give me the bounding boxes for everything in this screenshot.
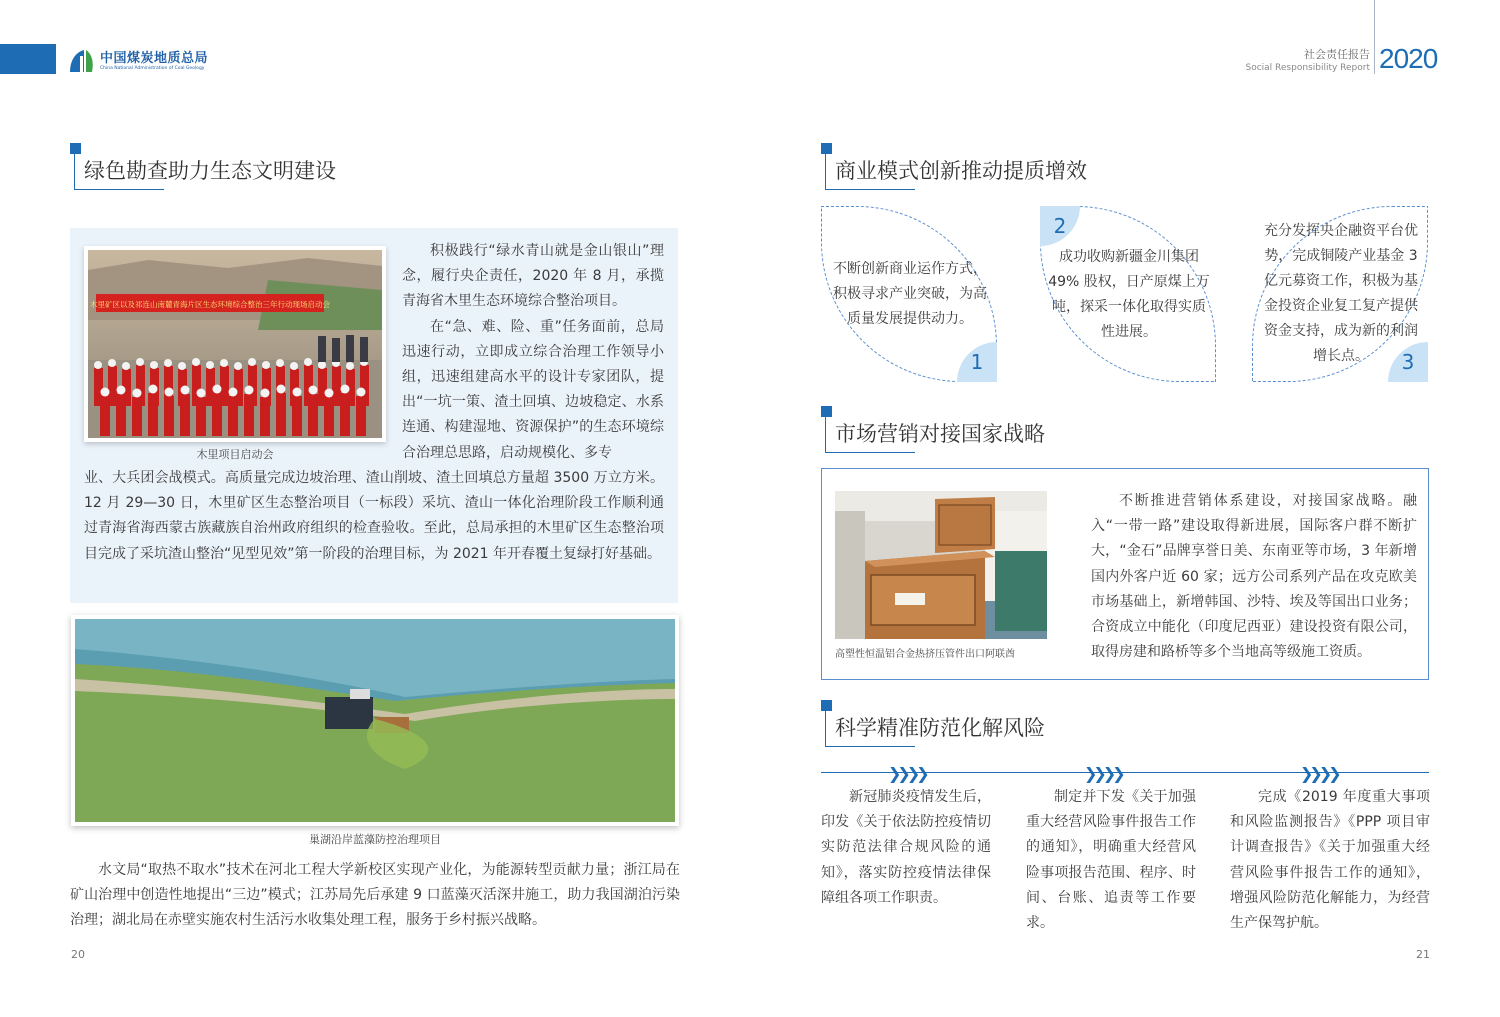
page-number-left: 20 bbox=[71, 948, 85, 961]
chevron-arrows-icon: ❯❯❯❯ bbox=[888, 764, 926, 783]
section-title-text: 绿色勘查助力生态文明建设 bbox=[84, 159, 336, 183]
business-card-text: 成功收购新疆金川集团 49% 股权，日产原煤上万吨，探采一体化取得实质性进展。 bbox=[1048, 249, 1210, 340]
section-title-text: 科学精准防范化解风险 bbox=[835, 716, 1045, 740]
banner-text: 木里矿区以及祁连山南麓青海片区生态环境综合整治三年行动现场启动会 bbox=[90, 300, 330, 309]
photo2-caption: 巢湖沿岸蓝藻防控治理项目 bbox=[309, 833, 441, 846]
marketing-photo-caption: 高塑性恒温铝合金热挤压管件出口阿联酋 bbox=[835, 649, 1015, 660]
photo1-caption: 木里项目启动会 bbox=[196, 448, 274, 461]
page-number-right: 21 bbox=[1416, 948, 1430, 961]
business-card-text: 充分发挥央企融资平台优势，完成铜陵产业基金 3 亿元募资工作，积极为基金投资企业复工复产提供资金支持，成为新的利润增长点。 bbox=[1264, 223, 1418, 364]
marketing-text: 不断推进营销体系建设，对接国家战略。融入“一带一路”建设取得新进展，国际客户群不断扩大，“金石”品牌享誉日美、东南亚等市场，3 年新增国内外客户近 60 家；远方公司系列产品在攻克欧美市场基础上，新增韩国、沙特、埃及等国出口业务；合资成立中能化（印度尼西亚）建设投资有限公司，取得房建和路桥等多个当地高等级施工资质。 bbox=[1091, 493, 1417, 661]
org-logo-icon bbox=[66, 46, 96, 76]
export-crates-photo bbox=[835, 491, 1047, 639]
report-title-cn: 社会责任报告 bbox=[1304, 48, 1370, 61]
report-title-en: Social Responsibility Report bbox=[1245, 63, 1370, 73]
section-title-text: 商业模式创新推动提质增效 bbox=[835, 159, 1087, 183]
article-bottom-para: 水文局“取热不取水”技术在河北工程大学新校区实现产业化，为能源转型贡献力量；浙江局在矿山治理中创造性地提出“三边”模式；江苏局先后承建 9 口蓝藻灭活深井施工，助力我国湖泊污染治理；湖北局在赤壁实施农村生活污水收集处理工程，服务于乡村振兴战略。 bbox=[70, 862, 680, 929]
section-title-text: 市场营销对接国家战略 bbox=[835, 422, 1045, 446]
business-card-3 bbox=[1252, 206, 1428, 382]
chaohu-lake-photo bbox=[71, 615, 679, 826]
risk-item-3: 完成《2019 年度重大事项和风险监测报告》《PPP 项目审计调查报告》《关于加强重大经营风险事件报告工作的通知》，增强风险防范化解能力，为经营生产保驾护航。 bbox=[1230, 789, 1430, 932]
business-card-number: 2 bbox=[1040, 206, 1080, 246]
org-name-en: China National Administration of Coal Geology bbox=[100, 65, 205, 71]
risk-item-2: 制定并下发《关于加强重大经营风险事件报告工作的通知》，明确重大经营风险事项报告范围、程序、时间、台账、追责等工作要求。 bbox=[1026, 789, 1196, 932]
article-para-2-start: 在“急、难、险、重”任务面前，总局迅速行动，立即成立综合治理工作领导小组，迅速组建高水平的设计专家团队，提出“一坑一策、渣土回填、边坡稳定、水系连通、构建湿地、资源保护”的生态环境综合治理总思路，启动规模化、多专 bbox=[402, 318, 664, 461]
business-card-2 bbox=[1040, 206, 1216, 382]
chevron-arrows-icon: ❯❯❯❯ bbox=[1300, 764, 1338, 783]
header-accent-bar bbox=[0, 44, 56, 74]
article-para-2-cont: 业、大兵团会战模式。高质量完成边坡治理、渣山削坡、渣土回填总方量超 3500 万立方米。12 月 29—30 日，木里矿区生态整治项目（一标段）采坑、渣山一体化治理阶段工作顺利通过青海省海西蒙古族藏族自治州政府组织的检查验收。至此，总局承担的木里矿区生态整治项目完成了采坑渣山整治“见型见效”第一阶段的治理目标，为 2021 年开春覆土复绿打好基础。 bbox=[84, 470, 664, 562]
chevron-arrows-icon: ❯❯❯❯ bbox=[1084, 764, 1122, 783]
muli-launch-photo bbox=[84, 246, 386, 442]
header-divider bbox=[1374, 0, 1375, 74]
business-card-1 bbox=[821, 206, 997, 382]
business-card-text: 不断创新商业运作方式，积极寻求产业突破，为高质量发展提供动力。 bbox=[833, 261, 987, 327]
org-name-cn: 中国煤炭地质总局 bbox=[100, 50, 209, 66]
risk-item-1: 新冠肺炎疫情发生后，印发《关于依法防控疫情切实防范法律合规风险的通知》，落实防控疫情法律保障组各项工作职责。 bbox=[821, 789, 991, 906]
business-card-number: 3 bbox=[1388, 342, 1428, 382]
business-card-number: 1 bbox=[957, 342, 997, 382]
org-logo bbox=[66, 46, 208, 76]
article-para-1: 积极践行“绿水青山就是金山银山”理念，履行央企责任，2020 年 8 月，承揽青海省木里生态环境综合整治项目。 bbox=[402, 243, 664, 310]
article-text-right bbox=[402, 239, 664, 466]
report-year: 2020 bbox=[1379, 43, 1438, 74]
